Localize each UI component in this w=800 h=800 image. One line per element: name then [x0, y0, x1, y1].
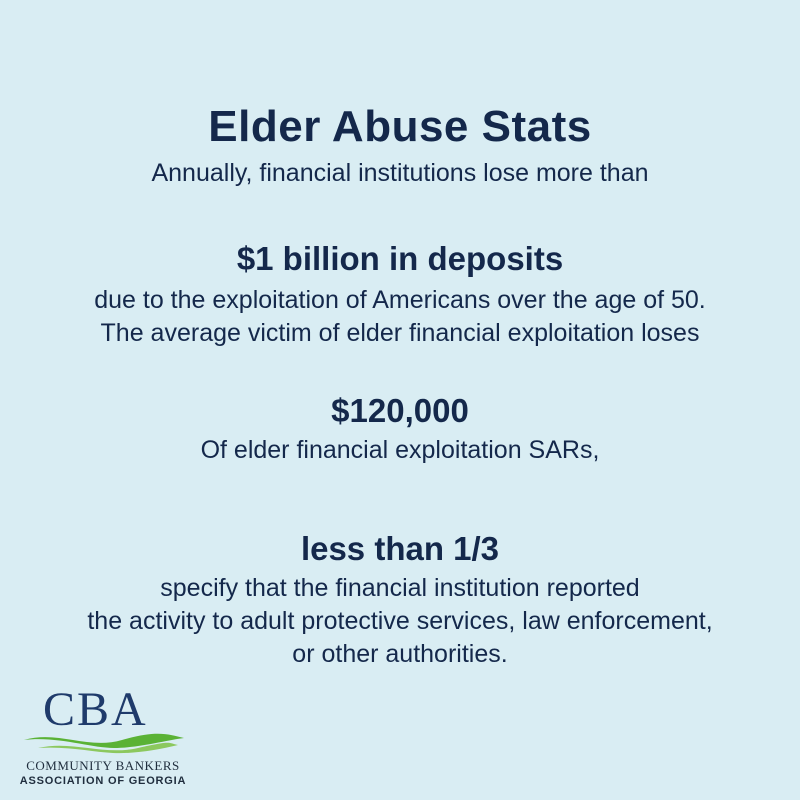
- description-line: The average victim of elder financial exploitation loses: [100, 319, 700, 347]
- description-line: the activity to adult protective services, law enforcement,: [87, 607, 713, 635]
- description-line: specify that the financial institution reported: [160, 574, 640, 602]
- cba-logo: [18, 682, 188, 790]
- logo-line-2: ASSOCIATION OF GEORGIA: [19, 775, 187, 787]
- logo-swoosh-icon: [18, 728, 188, 758]
- stat-average-loss-description: Of elder financial exploitation SARs,: [200, 436, 600, 464]
- intro-text: Annually, financial institutions lose more than: [151, 159, 649, 187]
- stat-average-loss: $120,000: [331, 392, 469, 429]
- logo-letters: CBA: [43, 683, 148, 736]
- stat-sar-fraction: less than 1/3: [300, 530, 500, 567]
- stat-sar-description: [0, 572, 800, 671]
- description-line: due to the exploitation of Americans over the age of 50.: [94, 286, 706, 314]
- logo-line-1: COMMUNITY BANKERS: [26, 758, 180, 773]
- page-title: Elder Abuse Stats: [208, 102, 592, 151]
- stat-deposits: $1 billion in deposits: [236, 240, 564, 277]
- stat-deposits-description: [0, 284, 800, 350]
- description-line: or other authorities.: [292, 640, 508, 668]
